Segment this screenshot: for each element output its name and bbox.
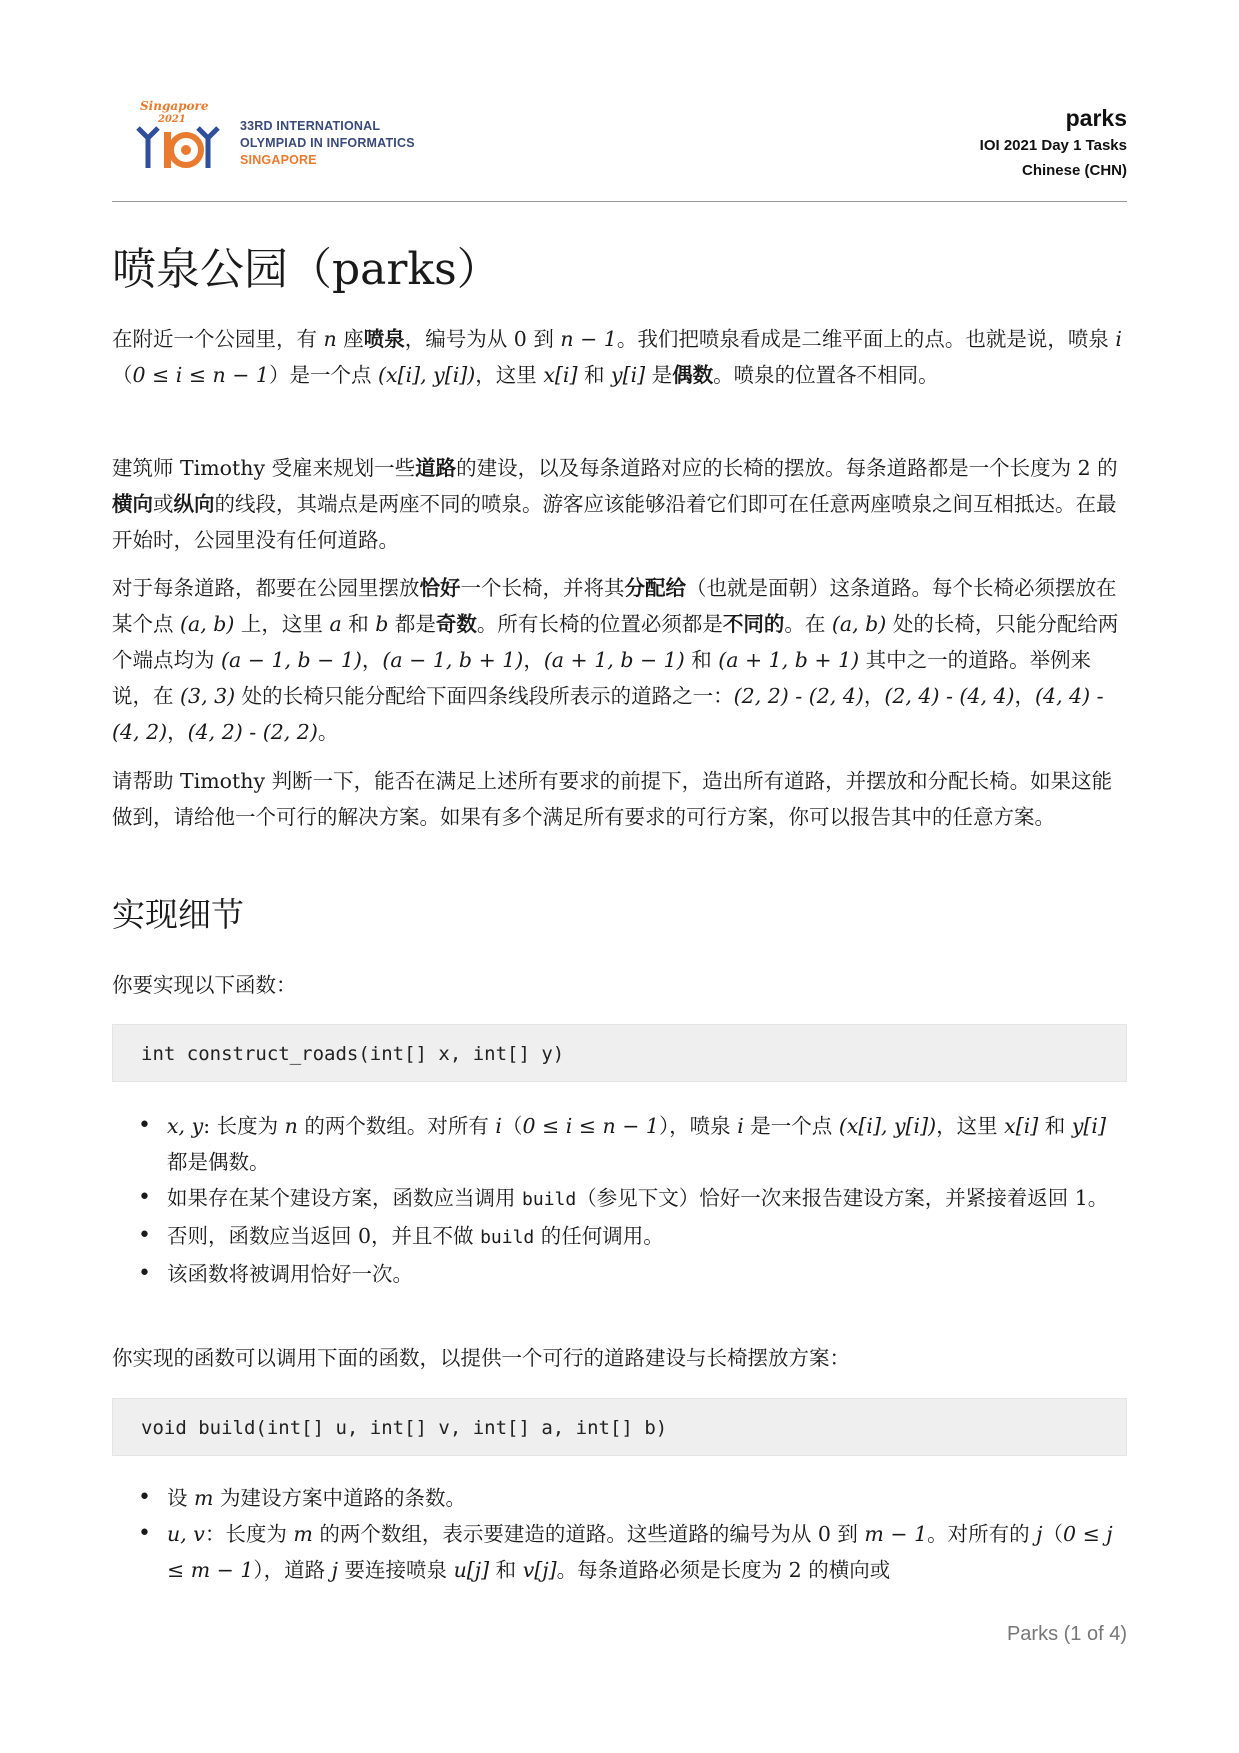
paragraph-1: [112, 321, 1127, 393]
text-run: （: [112, 363, 133, 387]
text-run: ，: [167, 720, 188, 744]
text-run: 恰好: [419, 576, 461, 600]
language-label: Chinese (CHN): [1021, 162, 1127, 179]
logo-script-line1: Singapore: [140, 99, 209, 113]
text-run: 的线段，其端点是两座不同的喷泉。游客应该能够沿着它们即可在任意两座喷泉之间互相抵达。在最开始时，公园里没有任何道路。: [112, 492, 1117, 552]
text-run: 是一个点: [743, 1114, 839, 1138]
text-run: 为建设方案中道路的条数。: [213, 1486, 466, 1510]
logo-line2: OLYMPIAD IN INFORMATICS: [240, 136, 415, 150]
text-run: (x[i], y[i]): [378, 363, 476, 387]
section-heading-impl: 实现细节: [112, 895, 244, 934]
logo-line1: 33RD INTERNATIONAL: [240, 119, 381, 133]
text-run: (4, 2) - (2, 2): [187, 720, 318, 744]
text-run: 设: [167, 1486, 195, 1510]
paragraph-3: [112, 570, 1127, 750]
text-run: 请帮助 Timothy 判断一下，能否在满足上述所有要求的前提下，造出所有道路，并摆放和分配长椅。如果这能做到，请给他一个可行的解决方案。如果有多个满足所有要求的可行方案，你可以报告其中的任意方案。: [112, 769, 1113, 829]
text-run: build: [480, 1227, 535, 1248]
text-run: 。在: [784, 612, 832, 636]
text-run: (2, 4) - (4, 4): [884, 684, 1015, 708]
logo-line3: SINGAPORE: [240, 153, 317, 167]
code-construct-roads: int construct_roads(int[] x, int[] y): [112, 1024, 1127, 1082]
text-run: x, y: [167, 1114, 204, 1138]
text-run: v[j]: [522, 1558, 557, 1582]
text-run: j: [1036, 1522, 1043, 1546]
text-run: 和: [577, 363, 611, 387]
text-run: 处的长椅，只能分配给两个端点均为: [112, 612, 1119, 672]
header-info: [980, 103, 1127, 183]
text-run: 0 ≤ i ≤ n − 1: [132, 363, 269, 387]
text-run: 和: [1038, 1114, 1072, 1138]
text-run: 。所有长椅的位置必须都是: [476, 612, 723, 636]
text-run: ，: [1014, 684, 1036, 708]
text-run: （: [1042, 1522, 1064, 1546]
text-run: m − 1: [864, 1522, 928, 1546]
text-run: j: [331, 1558, 339, 1582]
text-run: 的两个数组，表示要建造的道路。这些道路的编号为从 0 到: [312, 1522, 865, 1546]
text-run: 0 ≤ j ≤ m − 1: [167, 1522, 1113, 1582]
text-run: (a, b): [180, 612, 235, 636]
text-run: 。喷泉的位置各不相同。: [713, 363, 939, 387]
text-run: 的两个数组。对所有: [297, 1114, 496, 1138]
text-run: 一个长椅，并将其: [460, 576, 625, 600]
text-run: m: [293, 1522, 313, 1546]
text-run: 座: [336, 327, 364, 351]
text-run: ，: [361, 648, 383, 672]
text-run: ，编号为从 0 到: [404, 327, 561, 351]
text-run: u[j]: [453, 1558, 490, 1582]
text-run: b: [375, 612, 389, 636]
text-run: (a + 1, b + 1): [718, 648, 860, 672]
list-item: [112, 1218, 1127, 1256]
tree-logo-icon: [130, 98, 240, 178]
text-run: (4, 4) - (4, 2): [112, 684, 1104, 744]
text-run: i: [1115, 327, 1122, 351]
list-item: [112, 1480, 1127, 1516]
text-run: (3, 3): [180, 684, 236, 708]
text-run: 和: [489, 1558, 523, 1582]
text-run: 喷泉: [363, 327, 405, 351]
text-run: 都是: [388, 612, 436, 636]
logo-text: [240, 118, 415, 169]
text-run: 都是偶数。: [167, 1150, 270, 1174]
text-run: ）是一个点: [268, 363, 379, 387]
text-run: ），喷泉: [658, 1114, 738, 1138]
text-run: u, v: [167, 1522, 205, 1546]
text-run: 你要实现以下函数：: [112, 973, 297, 997]
bullet-list-2: [112, 1480, 1127, 1588]
text-run: (x[i], y[i]): [838, 1114, 937, 1138]
text-run: 。每条道路必须是长度为 2 的横向或: [556, 1558, 891, 1582]
task-name: parks: [1065, 105, 1127, 131]
text-run: 。对所有的: [927, 1522, 1037, 1546]
text-run: m: [194, 1486, 214, 1510]
text-run: 道路: [415, 456, 457, 480]
text-run: 。我们把喷泉看成是二维平面上的点。也就是说，喷泉: [616, 327, 1116, 351]
list-item: • 该函数将被调用恰好一次。: [112, 1256, 1127, 1292]
text-run: 否则，函数应当返回 0，并且不做: [167, 1224, 481, 1248]
text-run: 的任何调用。: [534, 1224, 664, 1248]
page-footer: Parks (1 of 4): [1006, 1623, 1127, 1645]
list-item: [112, 1516, 1127, 1588]
text-run: 是: [645, 363, 673, 387]
text-run: ：长度为: [204, 1522, 294, 1546]
page-title: 喷泉公园（parks）: [112, 244, 501, 295]
text-run: 偶数: [672, 363, 714, 387]
text-run: y[i]: [1071, 1114, 1106, 1138]
text-run: (a + 1, b − 1): [543, 648, 685, 672]
text-run: y[i]: [611, 363, 646, 387]
text-run: n: [323, 327, 337, 351]
text-run: x[i]: [1004, 1114, 1039, 1138]
text-run: （参见下文）恰好一次来报告建设方案，并紧接着返回 1。: [576, 1186, 1109, 1210]
text-run: i: [495, 1114, 502, 1138]
text-run: (a − 1, b − 1): [221, 648, 362, 672]
text-run: : 长度为: [203, 1114, 285, 1138]
list-item: [112, 1108, 1127, 1180]
text-run: （: [501, 1114, 523, 1138]
list-item: [112, 1180, 1127, 1218]
text-run: 分配给: [624, 576, 686, 600]
text-run: 的建设，以及每条道路对应的长椅的摆放。每条道路都是一个长度为 2 的: [456, 456, 1118, 480]
text-run: a: [329, 612, 342, 636]
paragraph-2: [112, 450, 1127, 558]
text-run: 或: [153, 492, 174, 516]
text-run: 和: [684, 648, 719, 672]
text-run: ，: [863, 684, 885, 708]
text-run: ，: [523, 648, 544, 672]
text-run: n − 1: [560, 327, 617, 351]
text-run: 横向: [112, 492, 153, 516]
text-run: 上，这里: [234, 612, 330, 636]
text-run: 处的长椅只能分配给下面四条线段所表示的道路之一：: [235, 684, 734, 708]
impl-intro: [112, 967, 1127, 1003]
impl-intro-2: [112, 1340, 1127, 1376]
text-run: （也就是面朝）这条道路。每个长椅必须摆放在某个点: [112, 576, 1117, 636]
text-run: ，这里: [475, 363, 544, 387]
text-run: 和: [341, 612, 376, 636]
text-run: x[i]: [543, 363, 578, 387]
text-run: 在附近一个公园里，有: [112, 327, 324, 351]
text-run: 其中之一的道路。举例来说，在: [112, 648, 1092, 708]
text-run: 对于每条道路，都要在公园里摆放: [112, 576, 420, 600]
text-run: (a − 1, b + 1): [382, 648, 524, 672]
text-run: 要连接喷泉: [338, 1558, 454, 1582]
text-run: 0 ≤ i ≤ n − 1: [522, 1114, 659, 1138]
text-run: 如果存在某个建设方案，函数应当调用: [167, 1186, 523, 1210]
text-run: ），道路: [253, 1558, 332, 1582]
text-run: 你实现的函数可以调用下面的函数，以提供一个可行的道路建设与长椅摆放方案：: [112, 1346, 850, 1370]
text-run: 不同的: [722, 612, 785, 636]
text-run: build: [522, 1189, 577, 1210]
logo-script-line2: 2021: [158, 114, 186, 125]
text-run: 。: [317, 720, 339, 744]
text-run: n: [284, 1114, 298, 1138]
paragraph-4: [112, 763, 1127, 835]
code-build: void build(int[] u, int[] v, int[] a, int[] b): [112, 1398, 1127, 1456]
text-run: ，这里: [936, 1114, 1005, 1138]
text-run: (a, b): [831, 612, 887, 636]
text-run: 奇数: [435, 612, 477, 636]
ioi-logo: [130, 100, 430, 180]
text-run: 纵向: [173, 492, 215, 516]
contest-day: IOI 2021 Day 1 Tasks: [979, 137, 1127, 154]
bullet-list-1: [112, 1108, 1127, 1292]
header-divider: [112, 201, 1127, 202]
text-run: i: [737, 1114, 744, 1138]
text-run: 建筑师 Timothy 受雇来规划一些: [112, 456, 416, 480]
text-run: (2, 2) - (2, 4): [733, 684, 864, 708]
